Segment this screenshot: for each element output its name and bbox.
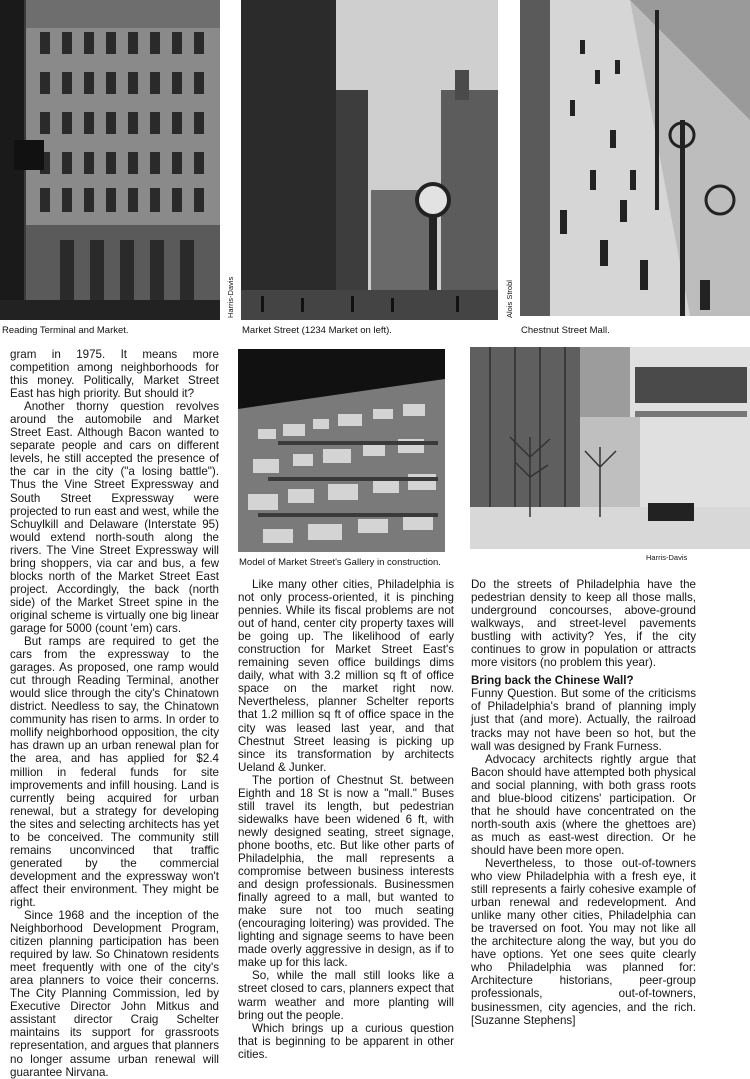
col3-paragraph-2: Funny Question. But some of the criticisms of Philadelphia's brand of planning imply just that (and more). Actually, the railroad tracks may not have been so hot, but the wall was designed by Frank Furness. — [471, 687, 696, 753]
mall-building-photo-credit: Harris-Davis — [646, 553, 688, 562]
col2-paragraph-4: Which brings up a curious question that is beginning to be apparent in other cities. — [238, 1021, 454, 1061]
article-column-2 — [238, 578, 454, 1061]
col3-paragraph-1: Do the streets of Philadelphia have the pedestrian density to keep all those malls, underground concourses, above-ground walkways, and street-level pavements bustling with activity? Yes, if the city continues to grow in population or attracts more visitors (no problem this year). — [471, 578, 696, 670]
chestnut-mall-photo — [520, 0, 750, 316]
col2-paragraph-1: Like many other cities, Philadelphia is not only process-oriented, it is pinching pennies. While its fiscal problems are not out of hand, center city property taxes will be going up. The likelihood of early construction for Market Street East's remaining seven office buildings dims daily, what with 3.2 million sq ft of office space on the market right now. Nevertheless, planner Schelter reports that 1.2 million sq ft of office space in the city was leased last year, and that Chestnut Street leasing is picking up since its transformation by architects Ueland & Junker. — [238, 578, 454, 774]
market-street-photo — [241, 0, 498, 320]
col3-paragraph-3: Advocacy architects rightly argue that Bacon should have attempted both physical and social planning, with both grass roots and blue-blood citizens' participation. Or that he should have concentrated on the north-south axis (where the ghettoes are) as much as east-west direction. Or he should have been more open. — [471, 752, 696, 857]
reading-terminal-photo — [0, 0, 220, 320]
market-street-caption: Market Street (1234 Market on left). — [242, 325, 392, 336]
market-street-photo-credit: Harris-Davis — [226, 276, 235, 318]
gallery-model-caption: Model of Market Street's Gallery in construction. — [239, 557, 441, 568]
col3-paragraph-4: Nevertheless, to those out-of-towners who view Philadelphia with a fresh eye, it still represents a fairly cohesive example of urban renewal and redevelopment. And unlike many other cities, Philadelphia can be traversed on foot. You may not like all the architecture along the way, but you do have options. Yet one sees quite clearly who Philadelphia was planned for: Architecture historians, peer-group professionals, out-of-towners, businessmen, city agencies, and the rich. [Suzanne Stephens] — [471, 856, 696, 1027]
section-heading: Bring back the Chinese Wall? — [471, 674, 634, 688]
reading-terminal-caption: Reading Terminal and Market. — [2, 325, 129, 336]
mall-building-photo — [470, 347, 750, 549]
article-column-1 — [10, 348, 219, 1079]
col1-paragraph-1: gram in 1975. It means more competition among neighborhoods for this money. Politically, Market Street East has high priority. But should it? — [10, 348, 219, 401]
chestnut-mall-caption: Chestnut Street Mall. — [521, 325, 610, 336]
chestnut-mall-photo-credit: Alois Strobl — [505, 280, 514, 318]
col1-paragraph-3: But ramps are required to get the cars from the expressway to the garages. As proposed, one ramp would cut through Reading Terminal, another would slice through the city's Chinatown district. Needless to say, the Chinatown community has risen to arms. In order to mollify neighborhood opposition, the city has drawn up an urban renewal plan for the area, and has applied for $2.4 million in federal funds for site improvements and infill housing. Land is currently being acquired for urban renewal, but a strategy for developing the sites and selecting architects has yet to be conceived. The community still remains unconvinced that traffic generated by the commercial development and the expressway won't affect their environment. They might be right. — [10, 635, 219, 909]
col1-paragraph-4: Since 1968 and the inception of the Neighborhood Development Program, citizen planning participation has been required by law. So Chinatown residents meet frequently with one of the city's area planners to voice their concerns. The City Planning Commission, led by Executive Director John Mitkus and assistant director Craig Schelter maintains its support for grassroots representation, and argues that planners no longer assume urban renewal will guarantee Nirvana. — [10, 909, 219, 1079]
article-column-3 — [471, 578, 696, 1027]
gallery-model-photo — [238, 349, 445, 552]
col2-paragraph-3: So, while the mall still looks like a street closed to cars, planners expect that warm weather and more planting will bring out the people. — [238, 969, 454, 1022]
col1-paragraph-2: Another thorny question revolves around the automobile and Market Street East. Although Bacon wanted to separate people and cars on different levels, he still accepted the presence of the car in the city ("a losing battle"). Thus the Vine Street Expressway and South Street Expressway were projected to run east and west, while the Schuylkill and Delaware (Interstate 95) would extend north-south along the rivers. The Vine Street Expressway will bring shoppers, via car and bus, a few blocks north of the Market Street East project. Accordingly, the back (north side) of the Market Street spine in the original scheme is virtually one big linear garage for 5000 (count 'em) cars. — [10, 400, 219, 635]
col2-paragraph-2: The portion of Chestnut St. between Eighth and 18 St is now a "mall." Buses still travel its length, but pedestrian sidewalks have been widened 6 ft, with newly designed seating, street signage, phone booths, etc. But like other parts of Philadelphia, the mall represents a compromise between business interests and design professionals. Businessmen finally agreed to a mall, but wanted to make sure not too much seating (encouraging loitering) was provided. The lighting and signage seems to have been made overly aggressive in design, as if to make up for this lack. — [238, 773, 454, 970]
